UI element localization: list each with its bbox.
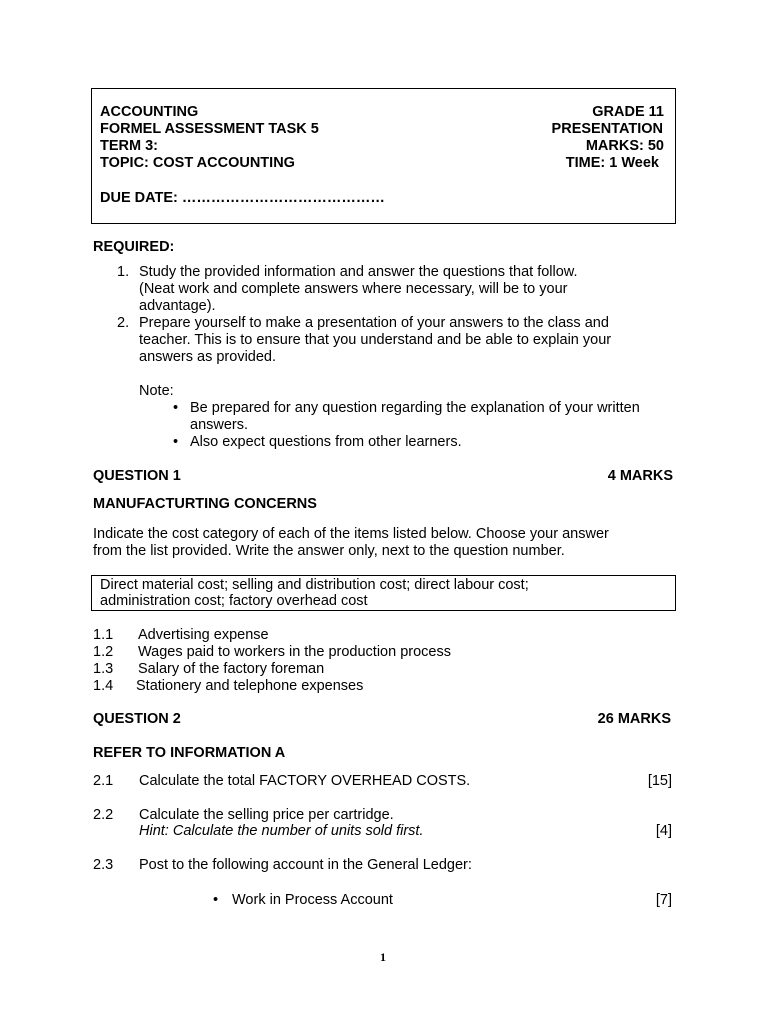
required-item-line: answers as provided. — [139, 349, 277, 365]
question1-subtitle: MANUFACTURTING CONCERNS — [93, 496, 317, 512]
question1-intro-line: Indicate the cost category of each of the items listed below. Choose your answer — [93, 526, 609, 542]
task-title: FORMEL ASSESSMENT TASK 5 — [100, 121, 319, 137]
note-line: Also expect questions from other learners. — [190, 434, 462, 450]
item-text: Advertising expense — [138, 627, 269, 643]
time-allowed: TIME: 1 Week — [565, 155, 659, 171]
subject: ACCOUNTING — [100, 104, 199, 120]
bullet-icon: • — [173, 400, 179, 416]
item-text: Wages paid to workers in the production process — [138, 644, 451, 660]
sub-bullet-marks: [7] — [655, 892, 672, 908]
item-hint: Hint: Calculate the number of units sold first. — [139, 823, 424, 839]
question2-marks: 26 MARKS — [597, 711, 671, 727]
task-type: PRESENTATION — [551, 121, 663, 137]
due-date: DUE DATE: …………………………………… — [100, 190, 385, 206]
question2-title: QUESTION 2 — [93, 711, 181, 727]
total-marks: MARKS: 50 — [585, 138, 664, 154]
item-text: Calculate the total FACTORY OVERHEAD COSTS. — [139, 773, 471, 789]
question2-subtitle: REFER TO INFORMATION A — [93, 745, 286, 761]
required-item-line: teacher. This is to ensure that you understand and be able to explain your — [139, 332, 612, 348]
question1-title: QUESTION 1 — [93, 468, 181, 484]
item-text: Salary of the factory foreman — [138, 661, 325, 677]
required-item-line: (Neat work and complete answers where necessary, will be to your — [139, 281, 568, 297]
options-line: Direct material cost; selling and distribution cost; direct labour cost; — [100, 577, 529, 593]
bullet-icon: • — [213, 892, 219, 908]
item-number: 2.3 — [93, 857, 114, 873]
term: TERM 3: — [100, 138, 158, 154]
required-item-line: Prepare yourself to make a presentation of your answers to the class and — [139, 315, 609, 331]
note-line: Be prepared for any question regarding the explanation of your written — [190, 400, 640, 416]
required-heading: REQUIRED: — [93, 239, 175, 255]
item-number: 1.4 — [93, 678, 114, 694]
note-label: Note: — [139, 383, 174, 399]
item-number: 1.3 — [93, 661, 114, 677]
item-marks: [4] — [655, 823, 672, 839]
sub-bullet-text: Work in Process Account — [232, 892, 393, 908]
item-number: 1.2 — [93, 644, 114, 660]
question1-intro-line: from the list provided. Write the answer only, next to the question number. — [93, 543, 565, 559]
bullet-icon: • — [173, 434, 179, 450]
required-item-number: 2. — [117, 315, 130, 331]
required-item-number: 1. — [117, 264, 130, 280]
options-line: administration cost; factory overhead cost — [100, 593, 368, 609]
item-number: 2.1 — [93, 773, 114, 789]
item-text: Post to the following account in the General Ledger: — [139, 857, 472, 873]
grade: GRADE 11 — [592, 104, 664, 120]
item-number: 2.2 — [93, 807, 114, 823]
required-item-line: advantage). — [139, 298, 216, 314]
item-number: 1.1 — [93, 627, 114, 643]
required-item-line: Study the provided information and answer the questions that follow. — [139, 264, 578, 280]
note-line: answers. — [190, 417, 249, 433]
page-number: 1 — [380, 950, 386, 964]
topic: TOPIC: COST ACCOUNTING — [100, 155, 295, 171]
item-text: Calculate the selling price per cartridge. — [139, 807, 394, 823]
item-text: Stationery and telephone expenses — [136, 678, 364, 694]
question1-marks: 4 MARKS — [607, 468, 673, 484]
item-marks: [15] — [647, 773, 672, 789]
